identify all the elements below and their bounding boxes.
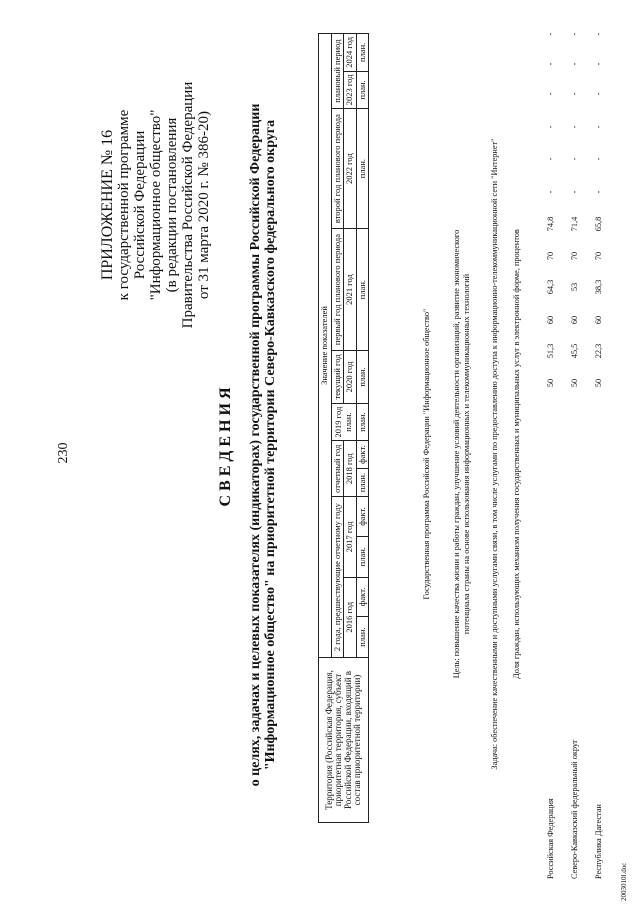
table-row <box>588 9 612 899</box>
row-value: 51,3 <box>546 343 555 359</box>
plan-cell: план. <box>356 468 369 496</box>
plan-cell: план. <box>356 109 369 229</box>
row-value: - <box>594 125 603 129</box>
plan-cell: план. <box>356 536 369 577</box>
territory-header: Территория (Российская Федерация, приоритетная территория, субъект Российской Федерации, входящий в состав приоритетной территории) <box>319 658 369 823</box>
appendix-line: к государственной программе <box>116 109 132 301</box>
row-value: 71,4 <box>570 216 579 232</box>
row-value: - <box>594 32 603 36</box>
row-value: 50 <box>594 378 603 388</box>
row-value: - <box>594 157 603 161</box>
fact-cell: факт. <box>356 497 369 537</box>
row-value: 65,8 <box>594 216 603 232</box>
row-value: - <box>594 190 603 194</box>
appendix-line: Правительства Российской Федерации <box>180 81 196 329</box>
year-2021: 2021 год <box>344 229 357 351</box>
indicator-line: Доля граждан, использующих механизм получения государственных и муниципальных услуг в электронной форме, процентов <box>512 229 521 679</box>
appendix-line: ПРИЛОЖЕНИЕ № 16 <box>99 129 116 281</box>
title-heading: СВЕДЕНИЯ <box>217 383 234 507</box>
row-value: - <box>570 190 579 194</box>
first-plan-year-header: первый год планового периода <box>331 229 344 351</box>
second-plan-year-header: второй год планового периода <box>331 109 344 229</box>
year-2017: 2017 год <box>344 497 357 577</box>
row-territory-name: Российская Федерация <box>546 798 555 879</box>
goal-line: потенциала страны на основе использования информационных и телекоммуникационных технологий <box>462 273 471 635</box>
row-value: 70 <box>546 251 555 261</box>
row-value: 50 <box>570 378 579 388</box>
plan-cell: план. <box>356 229 369 351</box>
row-value: 53 <box>570 282 579 292</box>
row-value: 45,5 <box>570 343 579 359</box>
row-value: - <box>570 32 579 36</box>
row-value: 70 <box>594 251 603 261</box>
program-line: Государственная программа Российской Федерации "Информационное общество" <box>422 308 431 600</box>
plan-cell: план. <box>356 34 369 72</box>
row-value: 64,3 <box>546 279 555 295</box>
fact-cell: факт. <box>356 577 369 617</box>
values-header: Значение показателей <box>319 34 332 658</box>
report-year-header: отчетный год <box>331 441 344 497</box>
row-territory-name: Северо-Кавказский федеральный округ <box>570 739 579 879</box>
row-value: 74,8 <box>546 216 555 232</box>
row-value: - <box>546 157 555 161</box>
page-number: 230 <box>56 442 71 464</box>
row-value: 50 <box>546 378 555 388</box>
title-line: о целях, задачах и целевых показателях (индикаторах) государственной программы Российской Федерации <box>247 103 263 787</box>
row-value: 70 <box>570 251 579 261</box>
row-value: - <box>546 62 555 66</box>
row-territory-name: Республика Дагестан <box>594 804 603 879</box>
appendix-line: Российской Федерации <box>132 130 148 280</box>
table-row <box>564 9 588 899</box>
col-2019-sub: план. <box>342 412 353 432</box>
row-value: - <box>546 190 555 194</box>
current-year-header: текущий год <box>331 351 344 404</box>
row-value: - <box>570 125 579 129</box>
row-value: - <box>594 62 603 66</box>
document-title <box>218 95 279 795</box>
year-2020: 2020 год <box>344 351 357 404</box>
goal-line: Цель: повышение качества жизни и работы граждан, улучшение условий деятельности организаций, развитие экономического <box>452 229 461 679</box>
title-line: "Информационное общество" на приоритетной территории Северо-Кавказского федерального округа <box>263 119 278 771</box>
data-rows <box>540 9 612 899</box>
plan-cell: план. <box>356 403 369 441</box>
prev-years-header: 2 года, предшествующие отчетному году <box>331 497 344 658</box>
plan-period-header: плановый период <box>331 34 344 109</box>
indicators-table <box>318 33 369 823</box>
year-2018: 2018 год <box>344 441 357 497</box>
row-value: 60 <box>594 315 603 325</box>
col-2019-header <box>331 403 356 441</box>
year-2023: 2023 год <box>344 71 357 109</box>
file-name: 2003010l.doc <box>620 862 628 901</box>
row-value: 22,3 <box>594 343 603 359</box>
row-value: - <box>546 125 555 129</box>
row-value: 60 <box>546 315 555 325</box>
plan-cell: план. <box>356 351 369 404</box>
row-value: - <box>570 92 579 96</box>
year-2022: 2022 год <box>344 109 357 229</box>
row-value: 60 <box>570 315 579 325</box>
fact-cell: факт. <box>356 441 369 469</box>
year-2016: 2016 год <box>344 577 357 657</box>
task-line: Задача: обеспечение качественными и доступными услугами связи, в том числе услугами по предоставлению доступа к информационно-телекоммуникационной сети "Интернет" <box>490 138 499 770</box>
row-value: - <box>594 92 603 96</box>
row-value: 38,3 <box>594 279 603 295</box>
appendix-line: (в редакции постановления <box>164 117 180 293</box>
row-value: - <box>546 92 555 96</box>
year-2024: 2024 год <box>344 34 357 72</box>
plan-cell: план. <box>356 617 369 658</box>
table-row <box>540 9 564 899</box>
row-value: - <box>570 157 579 161</box>
plan-cell: план. <box>356 71 369 109</box>
appendix-line: "Информационное общество" <box>148 109 164 301</box>
row-value: - <box>546 32 555 36</box>
appendix-block <box>100 25 212 385</box>
row-value: - <box>570 62 579 66</box>
col-2019-label: 2019 год <box>333 406 343 438</box>
table-body-area <box>418 9 612 899</box>
appendix-line: от 31 марта 2020 г. № 386-20) <box>196 110 212 300</box>
